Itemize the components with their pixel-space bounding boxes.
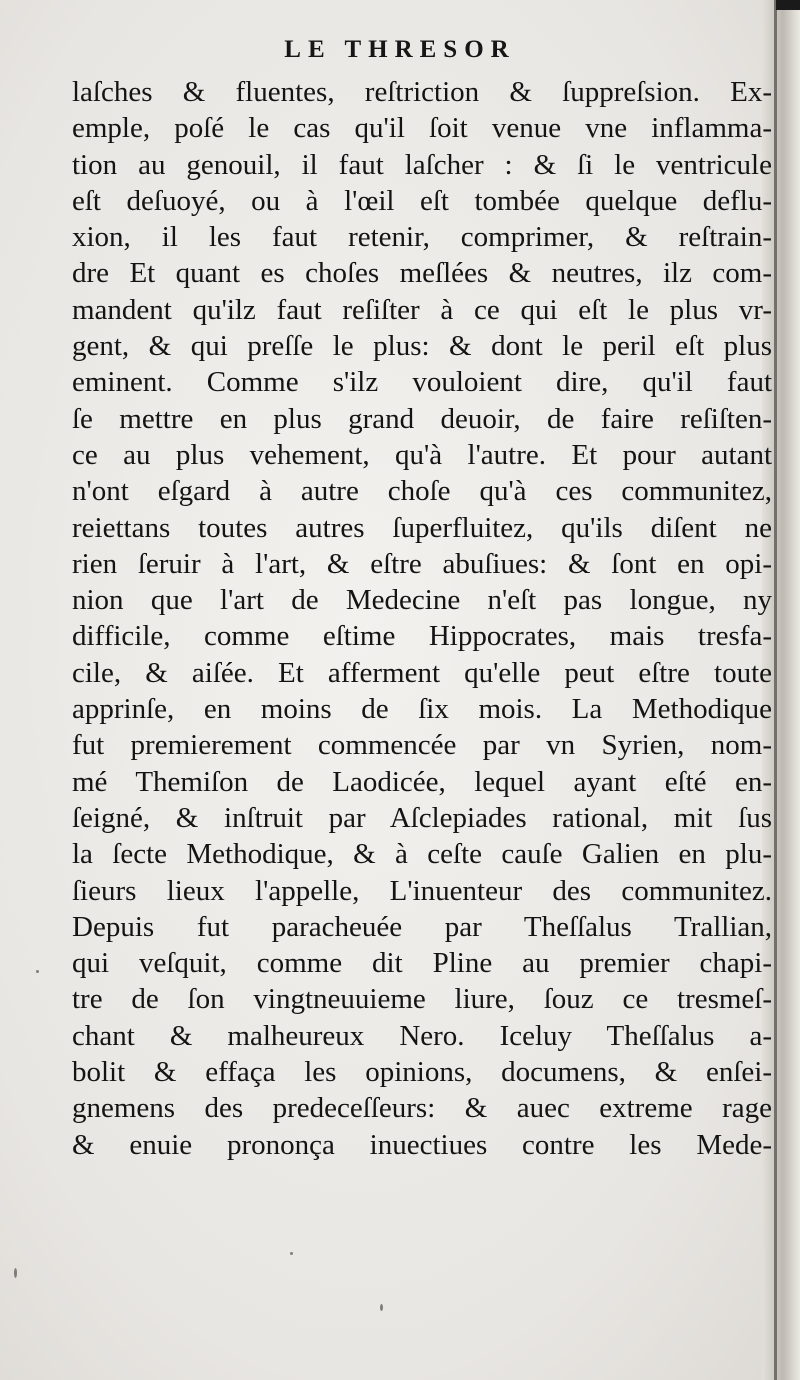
text-line: fut premierement commencée par vn Syrien, nom-	[72, 729, 772, 762]
text-line: gnemens des predeceſſeurs: & auec extreme rage	[72, 1092, 772, 1125]
text-line: gent, & qui preſſe le plus: & dont le peril eſt plus	[72, 330, 772, 363]
text-line: eminent. Comme s'ilz vouloient dire, qu'il faut	[72, 366, 772, 399]
text-line: ſieurs lieux l'appelle, L'inuenteur des communitez.	[72, 874, 772, 907]
text-line: difficile, comme eſtime Hippocrates, mais tresfa-	[72, 620, 772, 653]
text-line: dre Et quant es choſes meſlées & neutres, ilz com-	[72, 257, 772, 290]
text-line: Depuis fut paracheuée par Theſſalus Trallian,	[72, 910, 772, 943]
text-line: ſe mettre en plus grand deuoir, de faire reſiſten-	[72, 402, 772, 435]
text-line: chant & malheureux Nero. Iceluy Theſſalus a-	[72, 1019, 772, 1052]
body-text	[72, 74, 772, 1163]
text-line: emple, poſé le cas qu'il ſoit venue vne inflamma-	[72, 112, 772, 145]
text-line: & enuie prononça inuectiues contre les Mede-	[72, 1128, 772, 1161]
paper-speck	[14, 1268, 17, 1278]
text-line: mandent qu'ilz faut reſiſter à ce qui eſt le plus vr-	[72, 293, 772, 326]
scan-edge-mark	[776, 0, 800, 10]
text-line: qui veſquit, comme dit Pline au premier chapi-	[72, 947, 772, 980]
text-line: tion au genouil, il faut laſcher : & ſi le ventricule	[72, 148, 772, 181]
text-line: nion que l'art de Medecine n'eſt pas longue, ny	[72, 584, 772, 617]
text-line: xion, il les faut retenir, comprimer, & reſtrain-	[72, 221, 772, 254]
text-line: bolit & effaça les opinions, documens, & enſei-	[72, 1056, 772, 1089]
running-head: LE THRESOR	[284, 36, 516, 63]
text-line: eſt deſuoyé, ou à l'œil eſt tombée quelque deflu-	[72, 184, 772, 217]
paper-speck	[380, 1304, 383, 1311]
text-line: reiettans toutes autres ſuperfluitez, qu'ils diſent ne	[72, 511, 772, 544]
text-line: tre de ſon vingtneuuieme liure, ſouz ce tresmeſ-	[72, 983, 772, 1016]
text-line: laſches & fluentes, reſtriction & ſuppreſsion. Ex-	[72, 76, 772, 108]
text-line: cile, & aiſée. Et afferment qu'elle peut eſtre toute	[72, 656, 772, 689]
paper-speck	[36, 970, 39, 973]
text-line: ſeigné, & inſtruit par Aſclepiades rational, mit ſus	[72, 801, 772, 834]
text-line: rien ſeruir à l'art, & eſtre abuſiues: & ſont en opi-	[72, 547, 772, 580]
text-line: la ſecte Methodique, & à ceſte cauſe Galien en plu-	[72, 838, 772, 871]
text-line: apprinſe, en moins de ſix mois. La Methodique	[72, 693, 772, 726]
text-line: n'ont eſgard à autre choſe qu'à ces communitez,	[72, 475, 772, 508]
text-line: ce au plus vehement, qu'à l'autre. Et pour autant	[72, 438, 772, 471]
text-line: mé Themiſon de Laodicée, lequel ayant eſté en-	[72, 765, 772, 798]
paper-speck	[290, 1252, 293, 1255]
